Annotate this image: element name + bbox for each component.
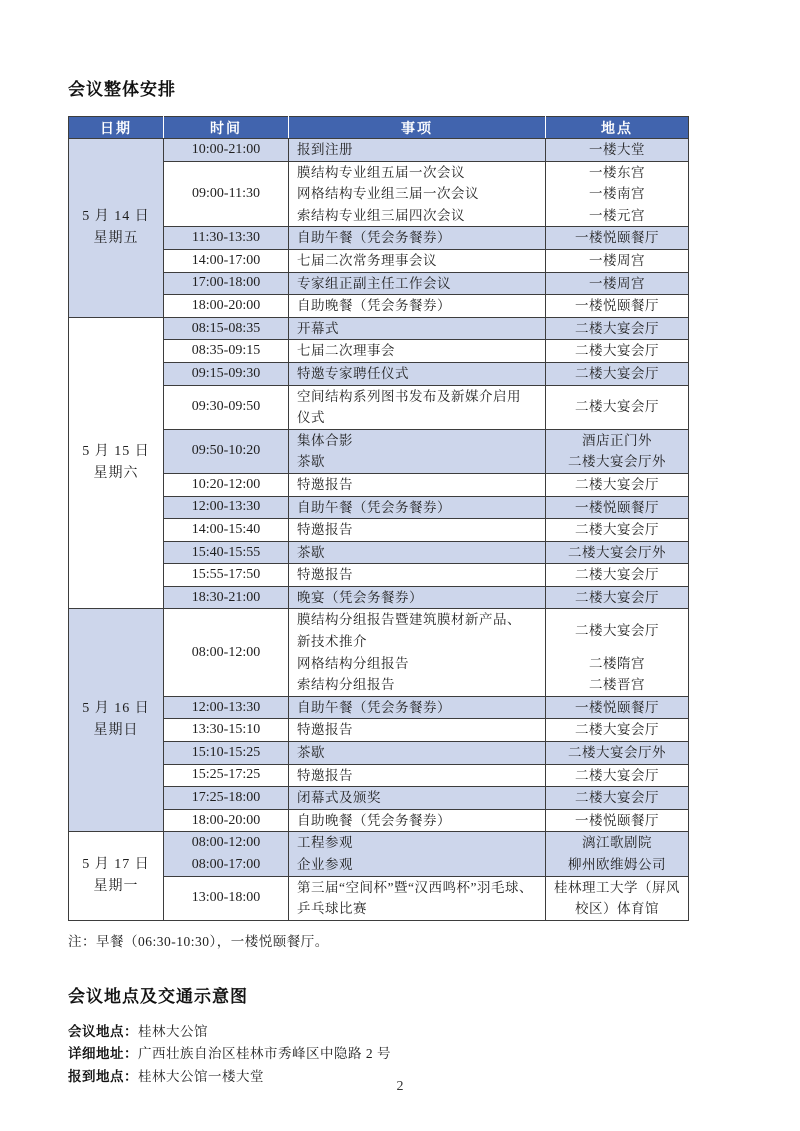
time-text — [164, 742, 288, 764]
event-cell — [289, 809, 546, 832]
section-title: 会议地点及交通示意图 — [68, 986, 248, 1007]
time-text — [164, 295, 288, 317]
time-text — [164, 587, 288, 609]
location-text — [546, 877, 688, 920]
time-cell — [164, 519, 289, 542]
location-cell — [546, 161, 689, 227]
location-cell — [546, 340, 689, 363]
schedule-row — [69, 609, 689, 696]
location-text-line: 二楼大宴会厅 — [575, 476, 659, 492]
location-text — [546, 564, 688, 586]
location-text — [546, 653, 688, 675]
location-text — [546, 205, 688, 227]
location-text-line: 二楼大宴会厅 — [575, 767, 659, 783]
schedule-row — [69, 139, 689, 162]
event-line: 索结构分组报告 — [297, 677, 395, 693]
column-header-日期: 日期 — [69, 117, 164, 139]
location-text — [546, 386, 688, 429]
info-line — [68, 1021, 690, 1044]
info-label: 会议地点： — [68, 1023, 138, 1040]
location-text — [546, 542, 688, 564]
date-line: 星期五 — [93, 230, 139, 246]
event-cell — [289, 564, 546, 587]
location-text-line: 一楼元宫 — [589, 207, 645, 223]
location-cell — [546, 473, 689, 496]
time-text — [164, 497, 288, 519]
event-cell — [289, 429, 546, 473]
date-line: 5 月 14 日 — [82, 208, 150, 224]
location-text — [546, 250, 688, 272]
time-text — [164, 542, 288, 564]
time-cell — [164, 586, 289, 609]
location-text-line: 一楼大堂 — [589, 142, 645, 157]
time-text-line: 17:00-18:00 — [191, 275, 261, 291]
event-line: 自助午餐（凭会务餐券） — [297, 699, 451, 715]
location-text-line: 二楼大宴会厅 — [575, 399, 659, 415]
event-cell — [289, 742, 546, 765]
event-line: 乒乓球比赛 — [297, 901, 367, 917]
event-cell — [289, 609, 546, 696]
time-text-line: 15:25-17:25 — [191, 767, 261, 783]
time-text-line: 14:00-17:00 — [191, 252, 261, 268]
location-text — [546, 854, 688, 876]
time-text-line: 09:30-09:50 — [191, 399, 261, 415]
event-cell — [289, 272, 546, 295]
schedule-row — [69, 317, 689, 340]
event-line: 特邀报告 — [297, 567, 353, 583]
time-text — [164, 273, 288, 295]
date-cell — [69, 609, 164, 832]
location-text-line: 二楼晋宫 — [589, 677, 645, 693]
time-cell — [164, 809, 289, 832]
location-text-line: 二楼大宴会厅 — [575, 567, 659, 583]
time-text-line: 13:00-18:00 — [191, 890, 261, 906]
date-line: 星期六 — [93, 466, 139, 482]
event-cell — [289, 249, 546, 272]
event-line: 网格结构分组报告 — [297, 655, 409, 671]
time-text-line: 08:00-17:00 — [191, 856, 261, 872]
time-text-line: 15:55-17:50 — [191, 567, 261, 583]
location-text — [546, 519, 688, 541]
location-text-line: 一楼周宫 — [589, 252, 645, 268]
location-text-line: 二楼大宴会厅 — [575, 589, 659, 605]
date-line: 星期日 — [93, 723, 139, 739]
date-line: 5 月 17 日 — [82, 857, 150, 873]
location-text — [546, 183, 688, 205]
time-text-line: 09:50-10:20 — [191, 443, 261, 459]
location-text — [546, 162, 688, 184]
time-cell — [164, 317, 289, 340]
location-text — [546, 340, 688, 362]
time-cell — [164, 832, 289, 876]
location-text-line: 桂林理工大学（屏风 — [554, 879, 680, 895]
location-cell — [546, 696, 689, 719]
location-text — [546, 742, 688, 764]
event-line: 新技术推介 — [297, 634, 367, 650]
time-text-line: 10:20-12:00 — [191, 476, 261, 492]
time-text — [164, 854, 288, 876]
location-text-line: 二楼大宴会厅 — [575, 722, 659, 738]
event-cell — [289, 586, 546, 609]
time-text-line: 12:00-13:30 — [191, 699, 261, 715]
location-text-line: 一楼悦颐餐厅 — [575, 230, 659, 246]
location-text-line: 一楼悦颐餐厅 — [575, 298, 659, 314]
event-cell — [289, 787, 546, 810]
time-text-line: 17:25-18:00 — [191, 790, 261, 806]
location-cell — [546, 742, 689, 765]
event-line: 茶歇 — [297, 454, 325, 470]
time-text — [164, 564, 288, 586]
date-line: 5 月 15 日 — [82, 444, 150, 460]
date-line: 星期一 — [93, 879, 139, 895]
location-cell — [546, 272, 689, 295]
time-text — [164, 719, 288, 741]
location-cell — [546, 227, 689, 250]
event-line: 第三届“空间杯”暨“汉西鸣杯”羽毛球、 — [297, 879, 533, 895]
time-cell — [164, 295, 289, 318]
time-text-line: 13:30-15:10 — [191, 722, 261, 738]
location-text — [546, 430, 688, 452]
event-cell — [289, 876, 546, 920]
location-text — [546, 765, 688, 787]
table-header-row — [69, 117, 689, 139]
column-header-地点: 地点 — [546, 117, 689, 139]
event-line: 膜结构专业组五届一次会议 — [297, 164, 465, 180]
time-text-line: 14:00-15:40 — [191, 521, 261, 537]
time-text-line: 08:00-12:00 — [191, 835, 261, 851]
date-cell — [69, 832, 164, 920]
location-text — [546, 227, 688, 249]
location-cell — [546, 139, 689, 162]
time-cell — [164, 719, 289, 742]
location-text — [546, 295, 688, 317]
location-cell — [546, 609, 689, 696]
time-text — [164, 810, 288, 832]
time-cell — [164, 340, 289, 363]
time-cell — [164, 161, 289, 227]
location-cell — [546, 787, 689, 810]
time-text — [164, 430, 288, 473]
location-text — [546, 497, 688, 519]
location-cell — [546, 385, 689, 429]
location-cell — [546, 586, 689, 609]
location-text-line: 二楼大宴会厅 — [575, 320, 659, 336]
event-line: 自助晚餐（凭会务餐券） — [297, 812, 451, 828]
location-cell — [546, 496, 689, 519]
time-text — [164, 318, 288, 340]
location-cell — [546, 719, 689, 742]
time-text — [164, 697, 288, 719]
event-cell — [289, 295, 546, 318]
location-cell — [546, 809, 689, 832]
event-line: 茶歇 — [297, 745, 325, 761]
event-cell — [289, 519, 546, 542]
event-line: 特邀报告 — [297, 522, 353, 538]
time-text-line: 08:35-09:15 — [191, 343, 261, 359]
location-text-line: 二楼大宴会厅 — [575, 522, 659, 538]
location-text-line: 二楼隋宫 — [589, 655, 645, 671]
date-cell — [69, 139, 164, 318]
time-text-line: 12:00-13:30 — [191, 499, 261, 515]
time-text-line: 08:00-12:00 — [191, 644, 261, 660]
event-cell — [289, 139, 546, 162]
event-cell — [289, 340, 546, 363]
event-line: 特邀报告 — [297, 722, 353, 738]
info-label: 详细地址： — [68, 1046, 138, 1063]
time-text — [164, 519, 288, 541]
time-cell — [164, 227, 289, 250]
time-cell — [164, 473, 289, 496]
info-value: 桂林大公馆 — [138, 1023, 208, 1039]
time-text-line: 18:30-21:00 — [191, 589, 261, 605]
page-number: 2 — [396, 1079, 404, 1094]
location-cell — [546, 876, 689, 920]
event-line: 报到注册 — [297, 142, 353, 157]
location-text-line: 二楼大宴会厅 — [575, 623, 659, 639]
time-text — [164, 474, 288, 496]
location-cell — [546, 249, 689, 272]
time-text-line: 18:00-20:00 — [191, 812, 261, 828]
location-text-line: 校区）体育馆 — [575, 901, 659, 917]
location-text — [546, 674, 688, 696]
time-text — [164, 787, 288, 809]
location-cell — [546, 362, 689, 385]
time-cell — [164, 249, 289, 272]
location-text — [546, 451, 688, 473]
time-text-line: 09:00-11:30 — [192, 185, 260, 201]
event-cell — [289, 764, 546, 787]
time-cell — [164, 696, 289, 719]
date-line: 5 月 16 日 — [82, 701, 150, 717]
location-text-line: 漓江歌剧院 — [582, 835, 652, 851]
time-text-line: 18:00-20:00 — [191, 297, 261, 313]
event-line: 自助晚餐（凭会务餐券） — [297, 298, 451, 314]
event-line: 专家组正副主任工作会议 — [297, 275, 451, 291]
location-text-line: 一楼南宫 — [589, 186, 645, 202]
location-text — [546, 474, 688, 496]
event-cell — [289, 541, 546, 564]
event-line: 企业参观 — [297, 857, 353, 873]
event-line: 自助午餐（凭会务餐券） — [297, 499, 451, 515]
location-text-line: 一楼周宫 — [589, 275, 645, 291]
page-title: 会议整体安排 — [68, 80, 176, 100]
time-text-line: 10:00-21:00 — [191, 141, 261, 157]
breakfast-note: 注：早餐（06:30-10:30），一楼悦颐餐厅。 — [68, 933, 329, 949]
event-line: 集体合影 — [297, 432, 353, 448]
schedule-table — [68, 116, 689, 921]
location-text-line: 二楼大宴会厅 — [575, 365, 659, 381]
event-line: 索结构专业组三届四次会议 — [297, 207, 465, 223]
location-cell — [546, 295, 689, 318]
location-text-line: 一楼东宫 — [589, 164, 645, 180]
event-line: 特邀报告 — [297, 476, 353, 492]
location-text — [546, 787, 688, 809]
info-value: 桂林大公馆一楼大堂 — [138, 1068, 264, 1084]
time-text — [164, 227, 288, 249]
location-cell — [546, 519, 689, 542]
event-cell — [289, 496, 546, 519]
info-value: 广西壮族自治区桂林市秀峰区中隐路 2 号 — [138, 1046, 391, 1062]
event-cell — [289, 473, 546, 496]
time-cell — [164, 429, 289, 473]
event-cell — [289, 362, 546, 385]
location-text — [546, 273, 688, 295]
location-text-line: 柳州欧维姆公司 — [568, 857, 666, 873]
time-text-line: 15:10-15:25 — [191, 744, 261, 760]
time-cell — [164, 742, 289, 765]
location-text-line: 一楼悦颐餐厅 — [575, 499, 659, 515]
event-line: 自助午餐（凭会务餐券） — [297, 230, 451, 246]
location-text — [546, 810, 688, 832]
time-text — [164, 340, 288, 362]
time-text — [164, 609, 288, 695]
location-text-line: 二楼大宴会厅外 — [568, 544, 666, 560]
time-text — [164, 765, 288, 787]
column-header-事项: 事项 — [289, 117, 546, 139]
time-cell — [164, 362, 289, 385]
time-text-line: 08:15-08:35 — [191, 320, 261, 336]
schedule-row — [69, 832, 689, 876]
location-text — [546, 719, 688, 741]
event-line: 特邀报告 — [297, 767, 353, 783]
location-text-line: 二楼大宴会厅外 — [568, 745, 666, 761]
event-line: 仪式 — [297, 410, 325, 426]
location-cell — [546, 541, 689, 564]
event-cell — [289, 227, 546, 250]
location-text-line: 二楼大宴会厅外 — [568, 454, 666, 470]
event-cell — [289, 161, 546, 227]
time-text — [164, 162, 288, 227]
location-text-line: 一楼悦颐餐厅 — [575, 812, 659, 828]
event-line: 空间结构系列图书发布及新媒介启用 — [297, 388, 521, 404]
time-cell — [164, 787, 289, 810]
event-line: 茶歇 — [297, 544, 325, 560]
event-line: 七届二次常务理事会议 — [297, 252, 437, 268]
column-header-时间: 时间 — [164, 117, 289, 139]
event-line: 膜结构分组报告暨建筑膜材新产品、 — [297, 612, 521, 628]
location-text — [546, 697, 688, 719]
event-line: 特邀专家聘任仪式 — [297, 365, 409, 381]
date-cell — [69, 317, 164, 609]
time-cell — [164, 541, 289, 564]
event-line: 网格结构专业组三届一次会议 — [297, 186, 479, 202]
location-text — [546, 363, 688, 385]
time-text — [164, 832, 288, 854]
event-line: 晚宴（凭会务餐券） — [297, 589, 423, 605]
location-text — [546, 832, 688, 854]
time-text — [164, 139, 288, 161]
location-text-line: 二楼大宴会厅 — [575, 343, 659, 359]
time-text — [164, 363, 288, 385]
time-text-line: 11:30-13:30 — [192, 230, 260, 246]
location-text — [546, 139, 688, 161]
event-cell — [289, 719, 546, 742]
location-text — [546, 609, 688, 652]
time-cell — [164, 139, 289, 162]
time-cell — [164, 764, 289, 787]
location-cell — [546, 832, 689, 876]
location-text — [546, 318, 688, 340]
location-cell — [546, 764, 689, 787]
event-line: 七届二次理事会 — [297, 343, 395, 359]
event-cell — [289, 385, 546, 429]
location-text-line: 酒店正门外 — [582, 432, 652, 448]
location-cell — [546, 317, 689, 340]
event-cell — [289, 317, 546, 340]
time-cell — [164, 609, 289, 696]
time-text — [164, 386, 288, 429]
time-cell — [164, 564, 289, 587]
event-line: 工程参观 — [297, 835, 353, 851]
info-line — [68, 1043, 690, 1066]
location-cell — [546, 564, 689, 587]
time-cell — [164, 272, 289, 295]
time-cell — [164, 496, 289, 519]
time-text — [164, 877, 288, 920]
location-text-line: 二楼大宴会厅 — [575, 790, 659, 806]
event-line: 闭幕式及颁奖 — [297, 790, 381, 806]
info-label: 报到地点： — [68, 1068, 138, 1085]
time-text-line: 09:15-09:30 — [191, 365, 261, 381]
event-cell — [289, 832, 546, 876]
time-text-line: 15:40-15:55 — [191, 544, 261, 560]
location-cell — [546, 429, 689, 473]
location-text-line: 一楼悦颐餐厅 — [575, 699, 659, 715]
location-text — [546, 587, 688, 609]
event-cell — [289, 696, 546, 719]
time-cell — [164, 385, 289, 429]
event-line: 开幕式 — [297, 320, 339, 336]
time-text — [164, 250, 288, 272]
time-cell — [164, 876, 289, 920]
